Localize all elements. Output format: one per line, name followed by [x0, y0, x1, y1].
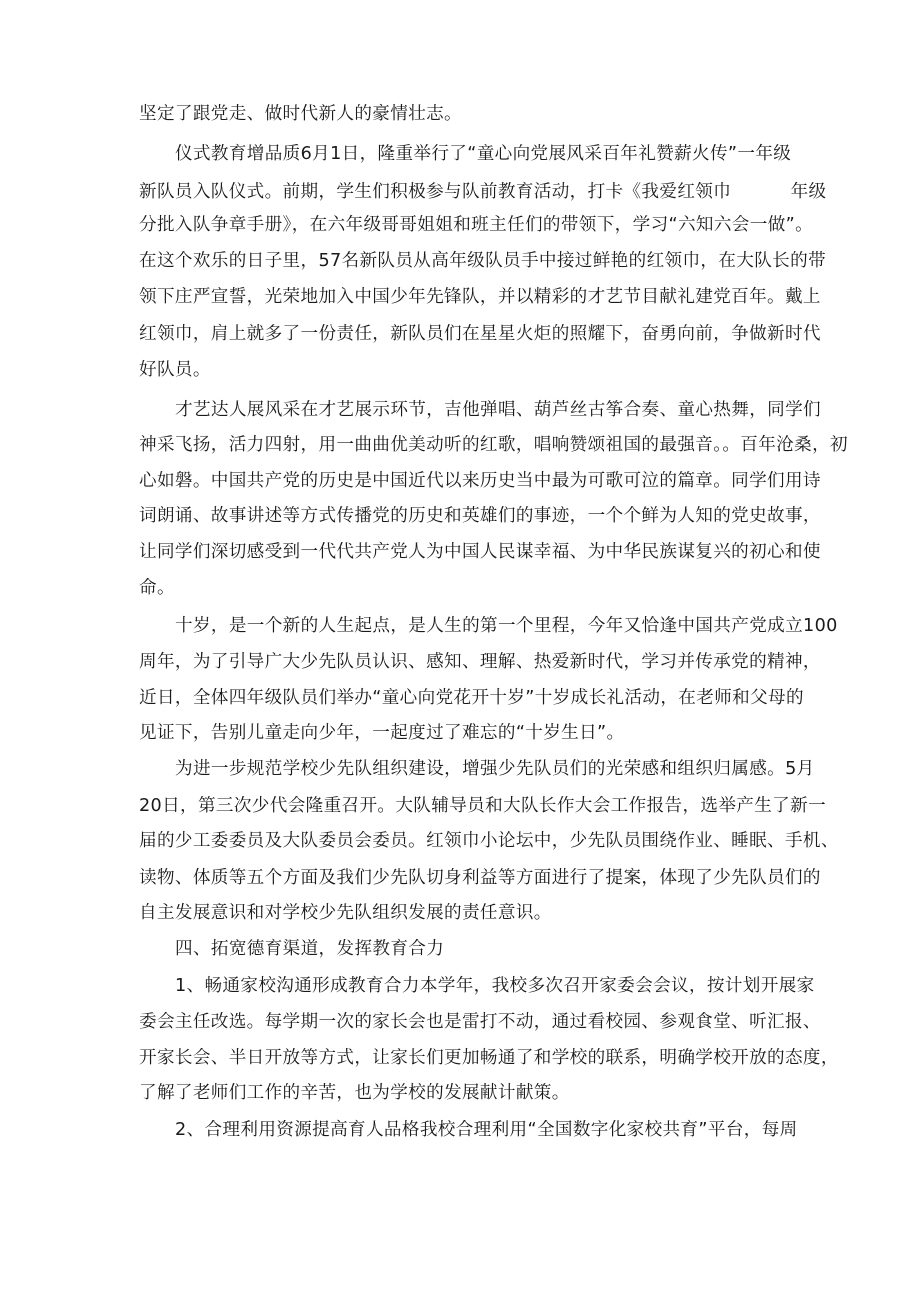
text-line: 新队员入队仪式。前期，学生们积极参与队前教育活动，打卡《我爱红领巾 年级 [139, 182, 827, 202]
text-line: 读物、体质等五个方面及我们少先队切身利益等方面进行了提案，体现了少先队员们的 [139, 868, 821, 888]
text-line: 周年，为了引导广大少先队员认识、感知、理解、热爱新时代，学习并传承党的精神， [139, 652, 821, 672]
text-line: 十岁，是一个新的人生起点，是人生的第一个里程，今年又恰逢中国共产党成立100 [175, 616, 838, 636]
text-line: 届的少工委委员及大队委员会委员。红领巾小论坛中，少先队员围绕作业、睡眠、手机、 [139, 831, 839, 851]
text-line: 为进一步规范学校少先队组织建设，增强少先队员们的光荣感和组织归属感。5月 [175, 759, 815, 779]
text-line: 了解了老师们工作的辛苦，也为学校的发展献计献策。 [139, 1083, 570, 1103]
text-line: 坚定了跟党走、做时代新人的豪情壮志。 [139, 104, 462, 124]
section-heading: 四、拓宽德育渠道，发挥教育合力 [175, 939, 445, 959]
text-line: 在这个欢乐的日子里，57名新队员从高年级队员手中接过鲜艳的红领巾，在大队长的带 [139, 251, 827, 271]
text-line: 分批入队争章手册》，在六年级哥哥姐姐和班主任们的带领下，学习“六知六会一做”。 [139, 215, 814, 235]
text-line: 2、合理利用资源提高育人品格我校合理利用“全国数字化家校共育”平台，每周 [175, 1120, 798, 1140]
text-line: 神采飞扬，活力四射，用一曲曲优美动听的红歌，唱响赞颂祖国的最强音。。百年沧桑，初 [139, 435, 848, 455]
text-line: 开家长会、半日开放等方式，让家长们更加畅通了和学校的联系，明确学校开放的态度， [139, 1048, 839, 1068]
text-line: 20日，第三次少代会隆重召开。大队辅导员和大队长作大会工作报告，选举产生了新一 [139, 796, 827, 816]
text-line: 近日，全体四年级队员们举办“童心向党花开十岁”十岁成长礼活动，在老师和父母的 [139, 688, 804, 708]
text-line: 心如磐。中国共产党的历史是中国近代以来历史当中最为可歌可泣的篇章。同学们用诗 [139, 471, 821, 491]
text-line: 自主发展意识和对学校少先队组织发展的责任意识。 [139, 903, 552, 923]
text-line: 见证下，告别儿童走向少年，一起度过了难忘的“十岁生日”。 [139, 723, 625, 743]
text-line: 词朗诵、故事讲述等方式传播党的历史和英雄们的事迹，一个个鲜为人知的党史故事， [139, 506, 821, 526]
text-line: 让同学们深切感受到一代代共产党人为中国人民谋幸福、为中华民族谋复兴的初心和使 [139, 542, 821, 562]
text-line: 命。 [139, 578, 175, 598]
text-line: 红领巾，肩上就多了一份责任，新队员们在星星火炬的照耀下，奋勇向前，争做新时代 [139, 324, 821, 344]
text-line: 才艺达人展风采在才艺展示环节，吉他弹唱、葫芦丝古筝合奏、童心热舞，同学们 [175, 400, 821, 420]
text-line: 1、畅通家校沟通形成教育合力本学年，我校多次召开家委会会议，按计划开展家 [175, 976, 815, 996]
text-line: 好队员。 [139, 360, 211, 380]
text-line: 仪式教育增品质6月1日，隆重举行了“童心向党展风采百年礼赞薪火传”一年级 [175, 144, 792, 164]
text-line: 委会主任改选。每学期一次的家长会也是雷打不动，通过看校园、参观食堂、听汇报、 [139, 1012, 821, 1032]
text-line: 领下庄严宣誓，光荣地加入中国少年先锋队，并以精彩的才艺节目献礼建党百年。戴上 [139, 287, 821, 307]
